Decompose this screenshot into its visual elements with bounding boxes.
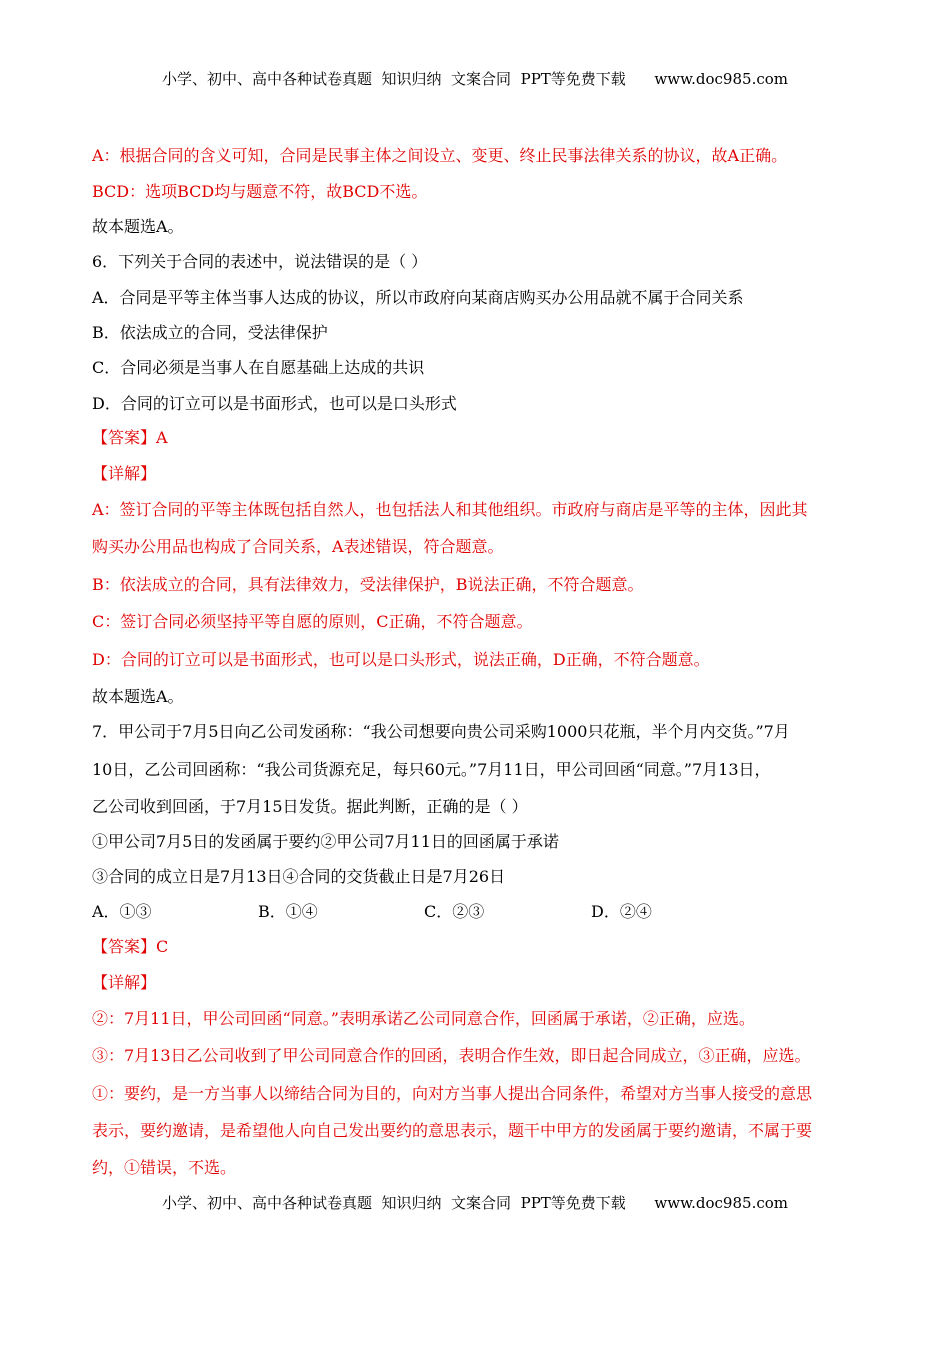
q6-option-c: C．合同必须是当事人在自愿基础上达成的共识	[92, 358, 425, 377]
q7-explanation-1-line-3: 约，①错误，不选。	[92, 1158, 237, 1177]
q7-explanation-1-line-1: ①：要约，是一方当事人以缔结合同为目的，向对方当事人提出合同条件，希望对方当事人接受的意思	[92, 1084, 813, 1103]
q7-explanation-1-line-2: 表示，要约邀请，是希望他人向自己发出要约的意思表示，题干中甲方的发函属于要约邀请，不属于要	[92, 1121, 813, 1140]
q7-option-b: B．①④	[258, 902, 318, 921]
q6-option-d: D．合同的订立可以是书面形式，也可以是口头形式	[92, 394, 457, 413]
q7-option-d: D．②④	[591, 902, 652, 921]
q6-answer-value: A	[156, 428, 168, 447]
q7-answer	[92, 936, 862, 958]
q6-explanation-a-1: A：签订合同的平等主体既包括自然人，也包括法人和其他组织。市政府与商店是平等的主体，因此其	[92, 500, 808, 519]
q7-answer-label: 【答案】	[92, 937, 157, 956]
q6-stem: 6．下列关于合同的表述中，说法错误的是（ ）	[92, 252, 428, 271]
q7-detail-label: 【详解】	[92, 973, 157, 992]
q7-explanation-3: ③：7月13日乙公司收到了甲公司同意合作的回函，表明合作生效，即日起合同成立，③正确，应选。	[92, 1046, 811, 1065]
q7-statements-1: ①甲公司7月5日的发函属于要约②甲公司7月11日的回函属于承诺	[92, 832, 559, 851]
q6-explanation-b: B：依法成立的合同，具有法律效力，受法律保护，B说法正确，不符合题意。	[92, 575, 644, 594]
q6-explanation-a-2: 购买办公用品也构成了合同关系，A表述错误，符合题意。	[92, 537, 504, 556]
q7-option-c: C．②③	[424, 902, 485, 921]
q6-answer-label: 【答案】	[92, 428, 157, 447]
q6-detail-label: 【详解】	[92, 464, 157, 483]
page-footer: 小学、初中、高中各种试卷真题 知识归纳 文案合同 PPT等免费下载 www.doc985.com	[161, 1194, 788, 1212]
prev-conclusion: 故本题选A。	[92, 217, 184, 236]
prev-explanation-a: A：根据合同的含义可知，合同是民事主体之间设立、变更、终止民事法律关系的协议，故A正确。	[92, 146, 788, 165]
q7-answer-value: C	[156, 937, 169, 956]
q6-conclusion: 故本题选A。	[92, 687, 184, 706]
page-header: 小学、初中、高中各种试卷真题 知识归纳 文案合同 PPT等免费下载 www.doc985.com	[161, 70, 788, 88]
q6-explanation-c: C：签订合同必须坚持平等自愿的原则，C正确，不符合题意。	[92, 612, 533, 631]
prev-explanation-bcd: BCD：选项BCD均与题意不符，故BCD不选。	[92, 182, 428, 201]
q6-option-b: B．依法成立的合同，受法律保护	[92, 323, 328, 342]
q7-explanation-2: ②：7月11日，甲公司回函“同意。”表明承诺乙公司同意合作，回函属于承诺，②正确，应选。	[92, 1009, 755, 1028]
q6-option-a: A．合同是平等主体当事人达成的协议，所以市政府向某商店购买办公用品就不属于合同关系	[92, 288, 744, 307]
q7-statements-2: ③合同的成立日是7月13日④合同的交货截止日是7月26日	[92, 867, 506, 886]
q6-answer	[92, 427, 862, 449]
q7-stem-line-3: 乙公司收到回函，于7月15日发货。据此判断，正确的是（ ）	[92, 797, 528, 816]
q6-explanation-d: D：合同的订立可以是书面形式，也可以是口头形式，说法正确，D正确，不符合题意。	[92, 650, 710, 669]
q7-stem-line-2: 10日，乙公司回函称：“我公司货源充足，每只60元。”7月11日，甲公司回函“同意。”7月13日，	[92, 760, 771, 779]
q7-option-a: A．①③	[92, 902, 152, 921]
q7-stem-line-1: 7．甲公司于7月5日向乙公司发函称：“我公司想要向贵公司采购1000只花瓶，半个月内交货。”7月	[92, 722, 790, 741]
